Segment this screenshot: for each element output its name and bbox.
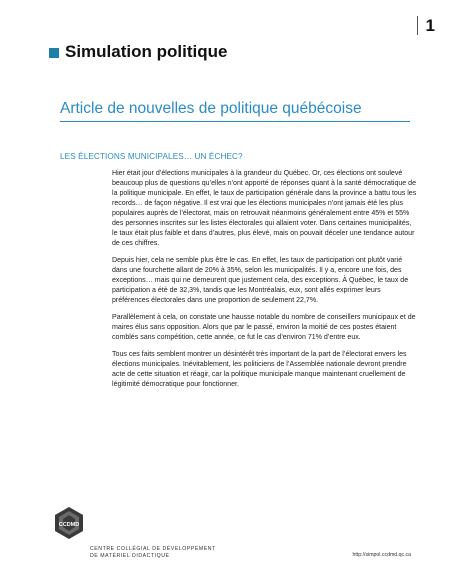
org-name-line: DE MATÉRIEL DIDACTIQUE bbox=[90, 553, 170, 559]
paragraph: Depuis hier, cela ne semble plus être le cas. En effet, les taux de participation ont plutôt varié dans une fourchette allant de 20% à 35%, selon les municipalités. Il y a, encore une fois, des exceptions… mais qui ne demeurent que justement cela, des exceptions. À Québec, le taux de participation a été de 32,3%, tandis que les Montréalais, eux, sont allés exprimer leurs préférences électorales dans une proportion de seulement 22,7%. bbox=[112, 257, 409, 304]
paragraph: Parallèlement à cela, on constate une hausse notable du nombre de conseillers municipaux et de maires élus sans opposition. Alors que par le passé, environ la moitié de ces postes étaient comblés sans compétition, cette année, ce fut le cas d’environ 71% d’entre eux. bbox=[112, 314, 416, 341]
title-divider bbox=[60, 121, 410, 122]
org-name-line: CENTRE COLLÉGIAL DE DÉVELOPPEMENT bbox=[90, 546, 216, 552]
ccdmd-logo bbox=[52, 506, 86, 540]
footer-url: http://simpol.ccdmd.qc.ca bbox=[352, 552, 411, 558]
paragraph: Hier était jour d’élections municipales à la grandeur du Québec. Or, ces élections ont soulevé beaucoup plus de questions qu’elles n’ont apporté de réponses quant à la santé démocratique de la politique municipale. En effet, le taux de participation générale dans la province a battu tous les records… de façon négative. Il est vrai que les élections municipales n’ont jamais été les plus populaires auprès de l’électorat, mais on retrouvait néanmoins généralement entre 45% et 55% des personnes inscrites sur les listes électorales qui allaient voter. Dans certaines municipalités, le taux était plus faible et dans d’autres, plus élevé, mais on pouvait déceler une tendance autour de ces chiffres. bbox=[112, 170, 417, 247]
document-header bbox=[49, 42, 227, 62]
organization-name bbox=[90, 546, 216, 560]
paragraph: Tous ces faits semblent montrer un désintérêt très important de la part de l’électorat envers les élections municipales. Inévitablement, les politiciens de l’Assemblée nationale devront prendre acte de cette situation et réagir, car la politique municipale manque maintenant cruellement de légitimité démocratique pour fonctionner. bbox=[112, 351, 407, 388]
article-title: Article de nouvelles de politique québécoise bbox=[60, 100, 362, 117]
article-body bbox=[112, 169, 417, 397]
page-number: 1 bbox=[417, 16, 435, 35]
accent-square-icon bbox=[49, 48, 59, 58]
document-title: Simulation politique bbox=[65, 42, 228, 61]
section-heading: LES ÉLECTIONS MUNICIPALES… UN ÉCHEC? bbox=[60, 152, 243, 161]
logo-text: CCDMD bbox=[58, 522, 80, 528]
